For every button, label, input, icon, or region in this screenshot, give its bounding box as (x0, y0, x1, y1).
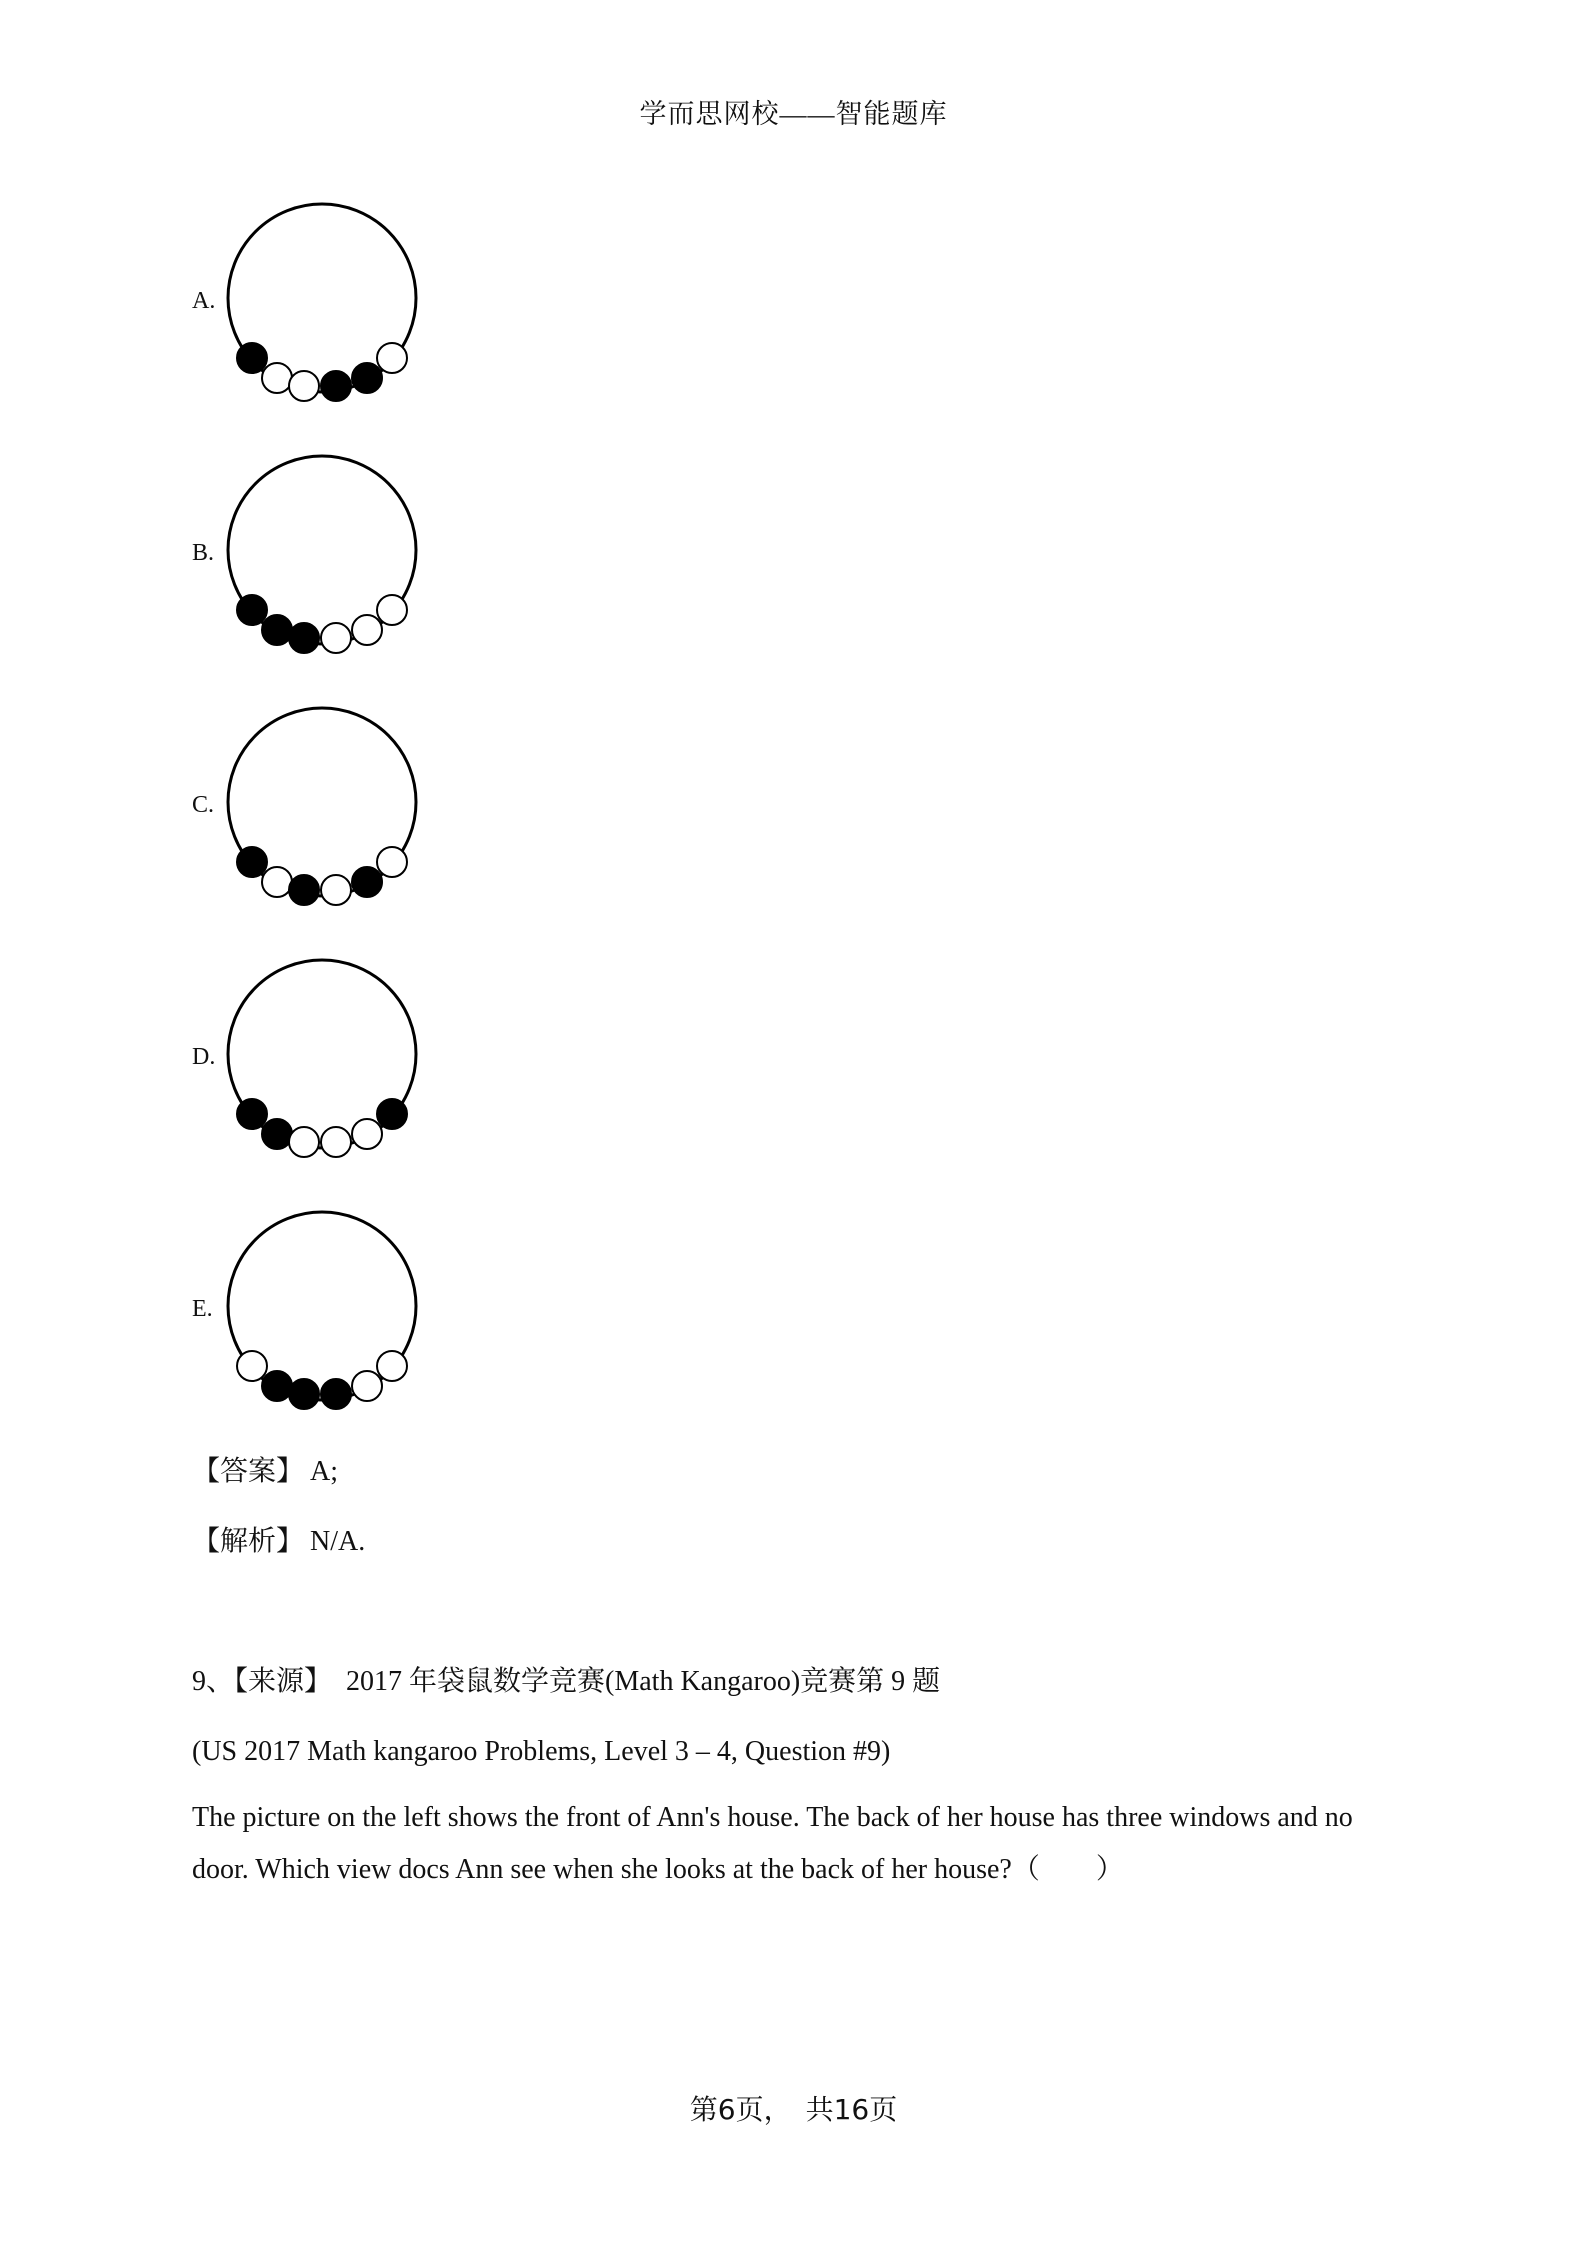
white-bead (377, 847, 407, 877)
black-bead (377, 1099, 407, 1129)
black-bead (237, 595, 267, 625)
black-bead (289, 623, 319, 653)
option-a (180, 190, 440, 410)
white-bead (352, 1119, 382, 1149)
white-bead (289, 1127, 319, 1157)
option-b (180, 442, 440, 662)
black-bead (289, 875, 319, 905)
analysis-value: N/A. (310, 1526, 366, 1557)
black-bead (237, 1099, 267, 1129)
question-number: 9、 (192, 1666, 235, 1697)
source-text: 2017 年袋鼠数学竞赛(Math Kangaroo)竞赛第 9 题 (346, 1666, 941, 1697)
answer-value: A; (310, 1456, 339, 1487)
bead-necklace-figure (180, 1198, 440, 1418)
option-label: A. (192, 288, 216, 314)
white-bead (237, 1351, 267, 1381)
page-footer: 第6页， 共16页 (689, 2093, 898, 2126)
white-bead (262, 363, 292, 393)
white-bead (352, 1371, 382, 1401)
option-label: C. (192, 792, 215, 818)
white-bead (321, 1127, 351, 1157)
black-bead (237, 343, 267, 373)
black-bead (237, 847, 267, 877)
bead-necklace-figure (180, 946, 440, 1166)
question-reference: (US 2017 Math kangaroo Problems, Level 3 – 4, Question #9) (192, 1736, 891, 1767)
question-text: The picture on the left shows the front of Ann's house. The back of her house has three windows and no door. Which view docs Ann see when she looks at the back of her house?（ ） (192, 1802, 1353, 1885)
option-e (180, 1198, 440, 1418)
option-label: D. (192, 1044, 216, 1070)
black-bead (321, 1379, 351, 1409)
black-bead (352, 867, 382, 897)
black-bead (321, 371, 351, 401)
option-d (180, 946, 440, 1166)
bead-necklace-figure (180, 694, 440, 914)
white-bead (289, 371, 319, 401)
source-tag: 【来源】 (234, 1666, 333, 1697)
white-bead (377, 343, 407, 373)
white-bead (377, 1351, 407, 1381)
analysis-tag: 【解析】 (192, 1526, 305, 1557)
white-bead (377, 595, 407, 625)
answer-tag: 【答案】 (192, 1456, 305, 1487)
white-bead (321, 623, 351, 653)
white-bead (321, 875, 351, 905)
page-header: 学而思网校——智能题库 (639, 99, 948, 129)
black-bead (262, 615, 292, 645)
white-bead (262, 867, 292, 897)
bead-necklace-figure (180, 442, 440, 662)
black-bead (262, 1371, 292, 1401)
bead-necklace-figure (180, 190, 440, 410)
analysis-line (192, 1522, 365, 1562)
option-label: B. (192, 540, 215, 566)
question-source-line (192, 1662, 940, 1702)
option-c (180, 694, 440, 914)
black-bead (289, 1379, 319, 1409)
white-bead (352, 615, 382, 645)
black-bead (262, 1119, 292, 1149)
option-label: E. (192, 1296, 213, 1322)
answer-line (192, 1452, 338, 1492)
black-bead (352, 363, 382, 393)
